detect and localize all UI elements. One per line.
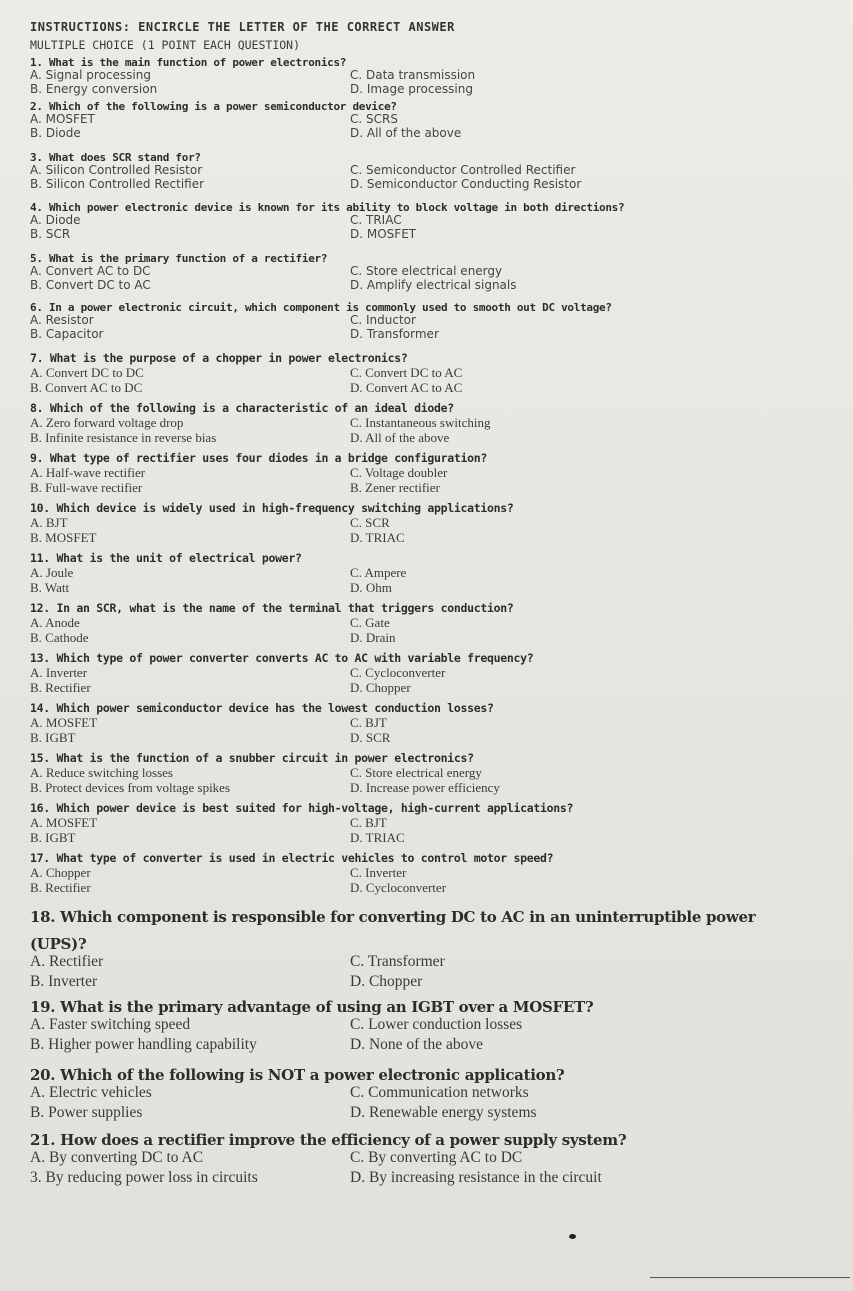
option-c[interactable]: C. SCRS	[350, 112, 398, 126]
option-c[interactable]: C. Transformer	[350, 953, 445, 970]
option-b[interactable]: B. Cathode	[30, 630, 89, 646]
worksheet-header	[30, 20, 455, 52]
option-a[interactable]: A. Inverter	[30, 664, 88, 680]
option-a[interactable]: A. BJT	[30, 514, 68, 530]
question-9	[30, 453, 845, 496]
option-c[interactable]: C. Instantaneous switching	[350, 414, 491, 430]
option-b[interactable]: B. Watt	[30, 580, 70, 596]
option-b[interactable]: B. Infinite resistance in reverse bias	[30, 430, 217, 446]
question-10	[30, 503, 845, 546]
answer-options	[30, 415, 845, 447]
question-text: 15. What is the function of a snubber circuit in power electronics?	[30, 751, 474, 765]
option-d[interactable]: D. SCR	[350, 730, 391, 746]
ink-dot	[569, 1234, 576, 1239]
question-6	[30, 302, 845, 341]
answer-options	[30, 264, 845, 292]
answer-options	[30, 1148, 845, 1188]
option-a[interactable]: A. By converting DC to AC	[30, 1149, 204, 1166]
answer-options	[30, 515, 845, 547]
option-a[interactable]: A. Convert DC to DC	[30, 364, 144, 380]
option-d[interactable]: D. Renewable energy systems	[350, 1104, 537, 1122]
option-d[interactable]: B. Zener rectifier	[350, 480, 440, 496]
option-d[interactable]: D. MOSFET	[350, 227, 417, 242]
option-a[interactable]: A. MOSFET	[30, 814, 98, 830]
question-text: 6. In a power electronic circuit, which component is commonly used to smooth out DC voltage?	[30, 301, 612, 314]
option-a[interactable]: A. Resistor	[30, 313, 94, 327]
option-d[interactable]: D. Ohm	[350, 580, 392, 596]
question-text: 9. What type of rectifier uses four diodes in a bridge configuration?	[30, 451, 488, 465]
answer-options	[30, 615, 845, 647]
option-c[interactable]: C. TRIAC	[350, 213, 402, 227]
question-11	[30, 553, 845, 596]
section-title: MULTIPLE CHOICE (1 POINT EACH QUESTION)	[30, 38, 301, 52]
option-b[interactable]: B. Inverter	[30, 973, 98, 991]
answer-options	[30, 815, 845, 847]
option-a[interactable]: A. Half-wave rectifier	[30, 464, 146, 480]
option-b[interactable]: 3. By reducing power loss in circuits	[30, 1169, 258, 1187]
question-3	[30, 152, 845, 191]
question-text-continued: (UPS)?	[30, 935, 87, 953]
option-d[interactable]: D. All of the above	[350, 430, 450, 446]
question-12	[30, 603, 845, 646]
question-text: 16. Which power device is best suited for high-voltage, high-current applications?	[30, 801, 574, 815]
option-b[interactable]: B. Protect devices from voltage spikes	[30, 780, 231, 796]
option-c[interactable]: C. Semiconductor Controlled Rectifier	[350, 163, 576, 177]
option-b[interactable]: B. Diode	[30, 126, 81, 141]
question-14	[30, 703, 845, 746]
question-15	[30, 753, 845, 796]
question-text: 1. What is the main function of power electronics?	[30, 56, 347, 69]
question-5	[30, 253, 845, 292]
option-d[interactable]: D. Increase power efficiency	[350, 780, 500, 796]
option-c[interactable]: C. Store electrical energy	[350, 264, 503, 278]
question-text: 20. Which of the following is NOT a power electronic application?	[30, 1066, 565, 1084]
option-b[interactable]: B. Energy conversion	[30, 82, 158, 97]
option-b[interactable]: B. Power supplies	[30, 1104, 143, 1122]
option-c[interactable]: C. Communication networks	[350, 1084, 529, 1101]
option-c[interactable]: C. Data transmission	[350, 68, 476, 82]
option-b[interactable]: B. Convert AC to DC	[30, 380, 143, 396]
question-text: 14. Which power semiconductor device has the lowest conduction losses?	[30, 701, 494, 715]
option-d[interactable]: D. None of the above	[350, 1036, 483, 1054]
question-20	[30, 1068, 845, 1123]
option-d[interactable]: D. Cycloconverter	[350, 880, 447, 896]
question-text: 3. What does SCR stand for?	[30, 151, 201, 164]
option-a[interactable]: A. Joule	[30, 564, 74, 580]
answer-options	[30, 865, 845, 897]
option-d[interactable]: D. Chopper	[350, 973, 423, 991]
question-7	[30, 353, 845, 396]
option-c[interactable]: C. BJT	[350, 814, 387, 830]
option-c[interactable]: C. Inverter	[350, 864, 407, 880]
option-b[interactable]: B. IGBT	[30, 830, 76, 846]
option-c[interactable]: C. Voltage doubler	[350, 464, 448, 480]
option-d[interactable]: D. Image processing	[350, 82, 473, 97]
option-a[interactable]: A. Zero forward voltage drop	[30, 414, 184, 430]
option-d[interactable]: D. Semiconductor Conducting Resistor	[350, 177, 582, 192]
question-text: 11. What is the unit of electrical power?	[30, 551, 302, 565]
option-b[interactable]: B. MOSFET	[30, 530, 97, 546]
option-b[interactable]: B. Rectifier	[30, 680, 91, 696]
question-text: 21. How does a rectifier improve the efficiency of a power supply system?	[30, 1131, 627, 1149]
option-c[interactable]: C. Convert DC to AC	[350, 364, 463, 380]
answer-options	[30, 68, 845, 96]
question-text: 4. Which power electronic device is known for its ability to block voltage in both directions?	[30, 201, 625, 214]
option-b[interactable]: B. Convert DC to AC	[30, 278, 151, 293]
option-a[interactable]: A. Anode	[30, 614, 80, 630]
question-18	[30, 910, 845, 992]
option-c[interactable]: C. Lower conduction losses	[350, 1016, 523, 1033]
option-a[interactable]: A. Faster switching speed	[30, 1016, 191, 1033]
option-b[interactable]: B. Full-wave rectifier	[30, 480, 143, 496]
option-c[interactable]: C. Ampere	[350, 564, 407, 580]
answer-options	[30, 163, 845, 191]
option-b[interactable]: B. IGBT	[30, 730, 76, 746]
question-8	[30, 403, 845, 446]
option-a[interactable]: A. Convert AC to DC	[30, 264, 151, 278]
option-a[interactable]: A. Electric vehicles	[30, 1084, 152, 1101]
option-c[interactable]: C. By converting AC to DC	[350, 1149, 523, 1166]
question-16	[30, 803, 845, 846]
option-c[interactable]: C. SCR	[350, 514, 390, 530]
question-21	[30, 1133, 845, 1188]
signature-line	[650, 1277, 850, 1278]
question-4	[30, 202, 845, 241]
question-text: 19. What is the primary advantage of using an IGBT over a MOSFET?	[30, 998, 594, 1016]
answer-options	[30, 715, 845, 747]
option-c[interactable]: C. Inductor	[350, 313, 416, 327]
question-19	[30, 1000, 845, 1055]
question-17	[30, 853, 845, 896]
question-text: 5. What is the primary function of a rectifier?	[30, 252, 328, 265]
option-a[interactable]: A. MOSFET	[30, 112, 95, 126]
option-b[interactable]: B. Rectifier	[30, 880, 91, 896]
option-c[interactable]: C. BJT	[350, 714, 387, 730]
answer-options	[30, 313, 845, 341]
option-d[interactable]: D. TRIAC	[350, 530, 405, 546]
option-d[interactable]: D. Transformer	[350, 327, 439, 342]
option-c[interactable]: C. Gate	[350, 614, 390, 630]
option-d[interactable]: D. By increasing resistance in the circuit	[350, 1169, 602, 1187]
option-a[interactable]: A. Chopper	[30, 864, 91, 880]
option-b[interactable]: B. SCR	[30, 227, 71, 242]
option-b[interactable]: B. Higher power handling capability	[30, 1036, 257, 1054]
question-text: 8. Which of the following is a characteristic of an ideal diode?	[30, 401, 454, 415]
answer-options	[30, 765, 845, 797]
option-a[interactable]: A. Rectifier	[30, 953, 104, 970]
instructions-title: INSTRUCTIONS: ENCIRCLE THE LETTER OF THE CORRECT ANSWER	[30, 20, 455, 34]
answer-options	[30, 365, 845, 397]
question-2	[30, 101, 845, 140]
option-c[interactable]: C. Cycloconverter	[350, 664, 446, 680]
answer-options	[30, 465, 845, 497]
option-d[interactable]: D. Chopper	[350, 680, 411, 696]
answer-options	[30, 952, 845, 992]
option-d[interactable]: D. Convert AC to AC	[350, 380, 463, 396]
question-1	[30, 57, 845, 96]
answer-options	[30, 565, 845, 597]
option-a[interactable]: A. Reduce switching losses	[30, 764, 173, 780]
option-d[interactable]: D. All of the above	[350, 126, 462, 141]
question-text: 2. Which of the following is a power semiconductor device?	[30, 100, 397, 113]
option-d[interactable]: D. TRIAC	[350, 830, 405, 846]
question-text: 7. What is the purpose of a chopper in power electronics?	[30, 351, 408, 365]
option-d[interactable]: D. Drain	[350, 630, 396, 646]
option-a[interactable]: A. Silicon Controlled Resistor	[30, 163, 203, 177]
answer-options	[30, 665, 845, 697]
question-text: 18. Which component is responsible for converting DC to AC in an uninterruptible power	[30, 908, 756, 926]
question-text: 17. What type of converter is used in electric vehicles to control motor speed?	[30, 851, 554, 865]
option-d[interactable]: D. Amplify electrical signals	[350, 278, 517, 293]
answer-options	[30, 1083, 845, 1123]
answer-options	[30, 1015, 845, 1055]
question-13	[30, 653, 845, 696]
answer-options	[30, 213, 845, 241]
option-a[interactable]: A. Diode	[30, 213, 81, 227]
question-text: 12. In an SCR, what is the name of the terminal that triggers conduction?	[30, 601, 514, 615]
option-c[interactable]: C. Store electrical energy	[350, 764, 482, 780]
question-text: 10. Which device is widely used in high-frequency switching applications?	[30, 501, 514, 515]
option-a[interactable]: A. MOSFET	[30, 714, 98, 730]
option-a[interactable]: A. Signal processing	[30, 68, 151, 82]
answer-options	[30, 112, 845, 140]
question-text: 13. Which type of power converter converts AC to AC with variable frequency?	[30, 651, 534, 665]
option-b[interactable]: B. Capacitor	[30, 327, 104, 342]
option-b[interactable]: B. Silicon Controlled Rectifier	[30, 177, 205, 192]
